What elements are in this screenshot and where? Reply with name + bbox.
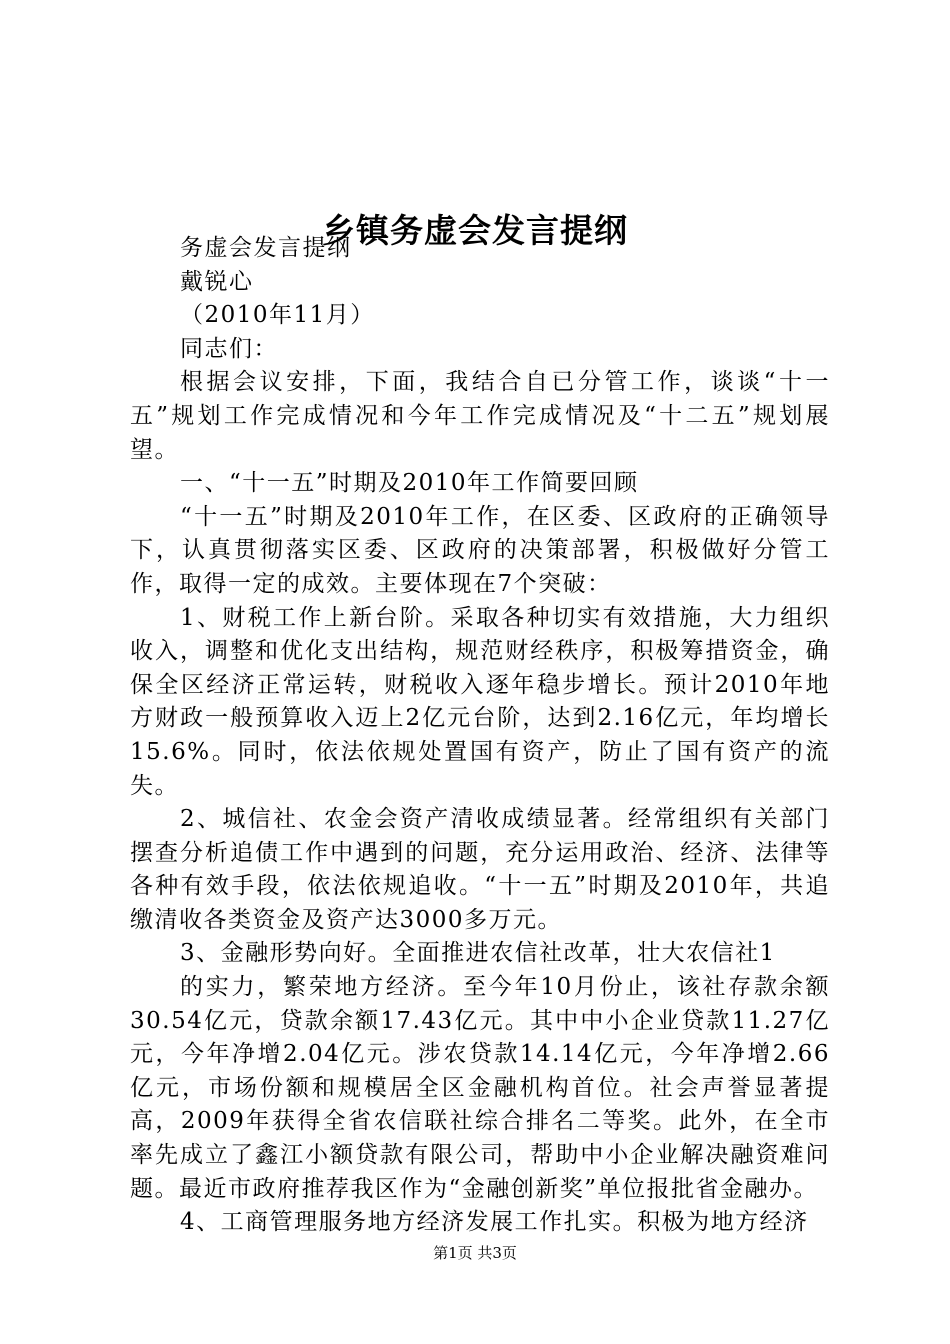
subtitle-paragraph: 务虚会发言提纲 [180,235,352,261]
item-3-continued-paragraph: 的实力，繁荣地方经济。至今年10月份止，该社存款余额30.54亿元，贷款余额17.43亿元。其中中小企业贷款11.27亿元，今年净增2.04亿元。涉农贷款14.14亿元，今年净增2.66亿元，市场份额和规模居全区金融机构首位。社会声誉显著提高，2009年获得全省农信联社综合排名二等奖。此外，在全市率先成立了鑫江小额贷款有限公司，帮助中小企业解决融资难问题。最近市政府推荐我区作为“金融创新奖”单位报批省金融办。 [130,974,830,1202]
section-heading: 一、“十一五”时期及2010年工作简要回顾 [180,470,639,497]
salutation-paragraph: 同志们： [180,335,278,362]
date-paragraph: （2010年11月） [180,302,375,329]
page-footer: 第1页 共3页 [433,1244,517,1262]
item-4-paragraph: 4、工商管理服务地方经济发展工作扎实。积极为地方经济 [180,1209,809,1236]
document-title: 乡镇务虚会发言提纲 [322,211,628,251]
item-2-paragraph: 2、城信社、农金会资产清收成绩显著。经常组织有关部门摆查分析追债工作中遇到的问题，充分运用政治、经济、法律等各种有效手段，依法依规追收。“十一五”时期及2010年，共追缴清收各类资金及资产达3000多万元。 [130,806,830,933]
item-1-paragraph: 1、财税工作上新台阶。采取各种切实有效措施，大力组织收入，调整和优化支出结构，规范财经秩序，积极筹措资金，确保全区经济正常运转，财税收入逐年稳步增长。预计2010年地方财政一般预算收入迈上2亿元台阶，达到2.16亿元，年均增长15.6%。同时，依法依规处置国有资产，防止了国有资产的流失。 [130,604,830,799]
overview-paragraph: “十一五”时期及2010年工作，在区委、区政府的正确领导下，认真贯彻落实区委、区政府的决策部署，积极做好分管工作，取得一定的成效。主要体现在7个突破： [130,503,830,597]
document-body [130,232,830,1240]
item-3-paragraph: 3、金融形势向好。全面推进农信社改革，壮大农信社1 [180,940,776,967]
author-paragraph: 戴锐心 [180,268,254,295]
intro-paragraph: 根据会议安排，下面，我结合自已分管工作，谈谈“十一五”规划工作完成情况和今年工作完成情况及“十二五”规划展望。 [130,369,830,463]
